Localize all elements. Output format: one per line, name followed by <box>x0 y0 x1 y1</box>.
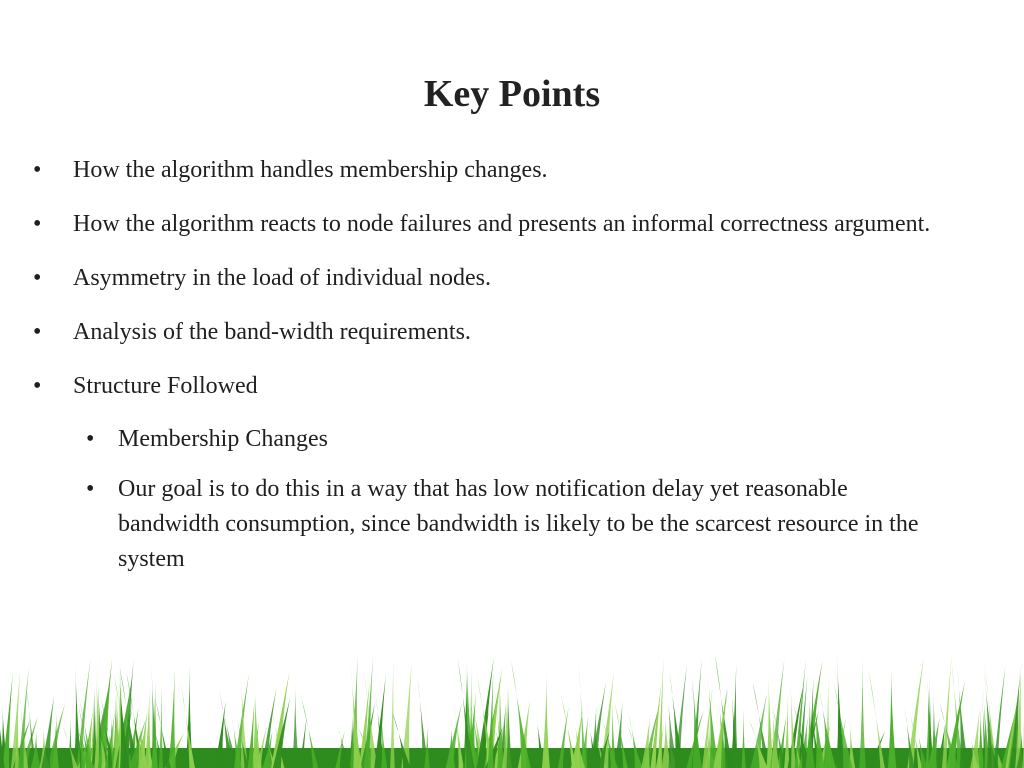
bullet-dot-icon: • <box>33 319 42 345</box>
sub-bullet-text: Membership Changes <box>118 426 328 452</box>
bullet-list <box>0 152 1024 592</box>
bullet-dot-icon: • <box>86 476 95 502</box>
grass-border-icon <box>0 648 1024 768</box>
bullet-item <box>0 152 1024 188</box>
slide-title: Key Points <box>423 73 601 115</box>
bullet-dot-icon: • <box>33 157 42 183</box>
bullet-text: Structure Followed <box>73 373 258 399</box>
bullet-item <box>0 260 1024 296</box>
sub-bullet-item <box>0 472 1024 577</box>
bullet-dot-icon: • <box>86 426 95 452</box>
sub-bullet-text: Our goal is to do this in a way that has low notification delay yet reasonable bandwidth consumption, since bandwidth is likely to be the scarcest resource in the system <box>118 476 919 572</box>
bullet-dot-icon: • <box>33 373 42 399</box>
bullet-text: How the algorithm handles membership changes. <box>73 157 548 183</box>
sub-bullet-item <box>0 422 1024 457</box>
bullet-dot-icon: • <box>33 265 42 291</box>
bullet-text: Asymmetry in the load of individual nodes. <box>73 265 491 291</box>
bullet-text: Analysis of the band-width requirements. <box>73 319 471 345</box>
bullet-item <box>0 314 1024 350</box>
bullet-item <box>0 368 1024 404</box>
bullet-text: How the algorithm reacts to node failures and presents an informal correctness argument. <box>73 211 931 237</box>
bullet-item <box>0 206 1024 242</box>
bullet-dot-icon: • <box>33 211 42 237</box>
